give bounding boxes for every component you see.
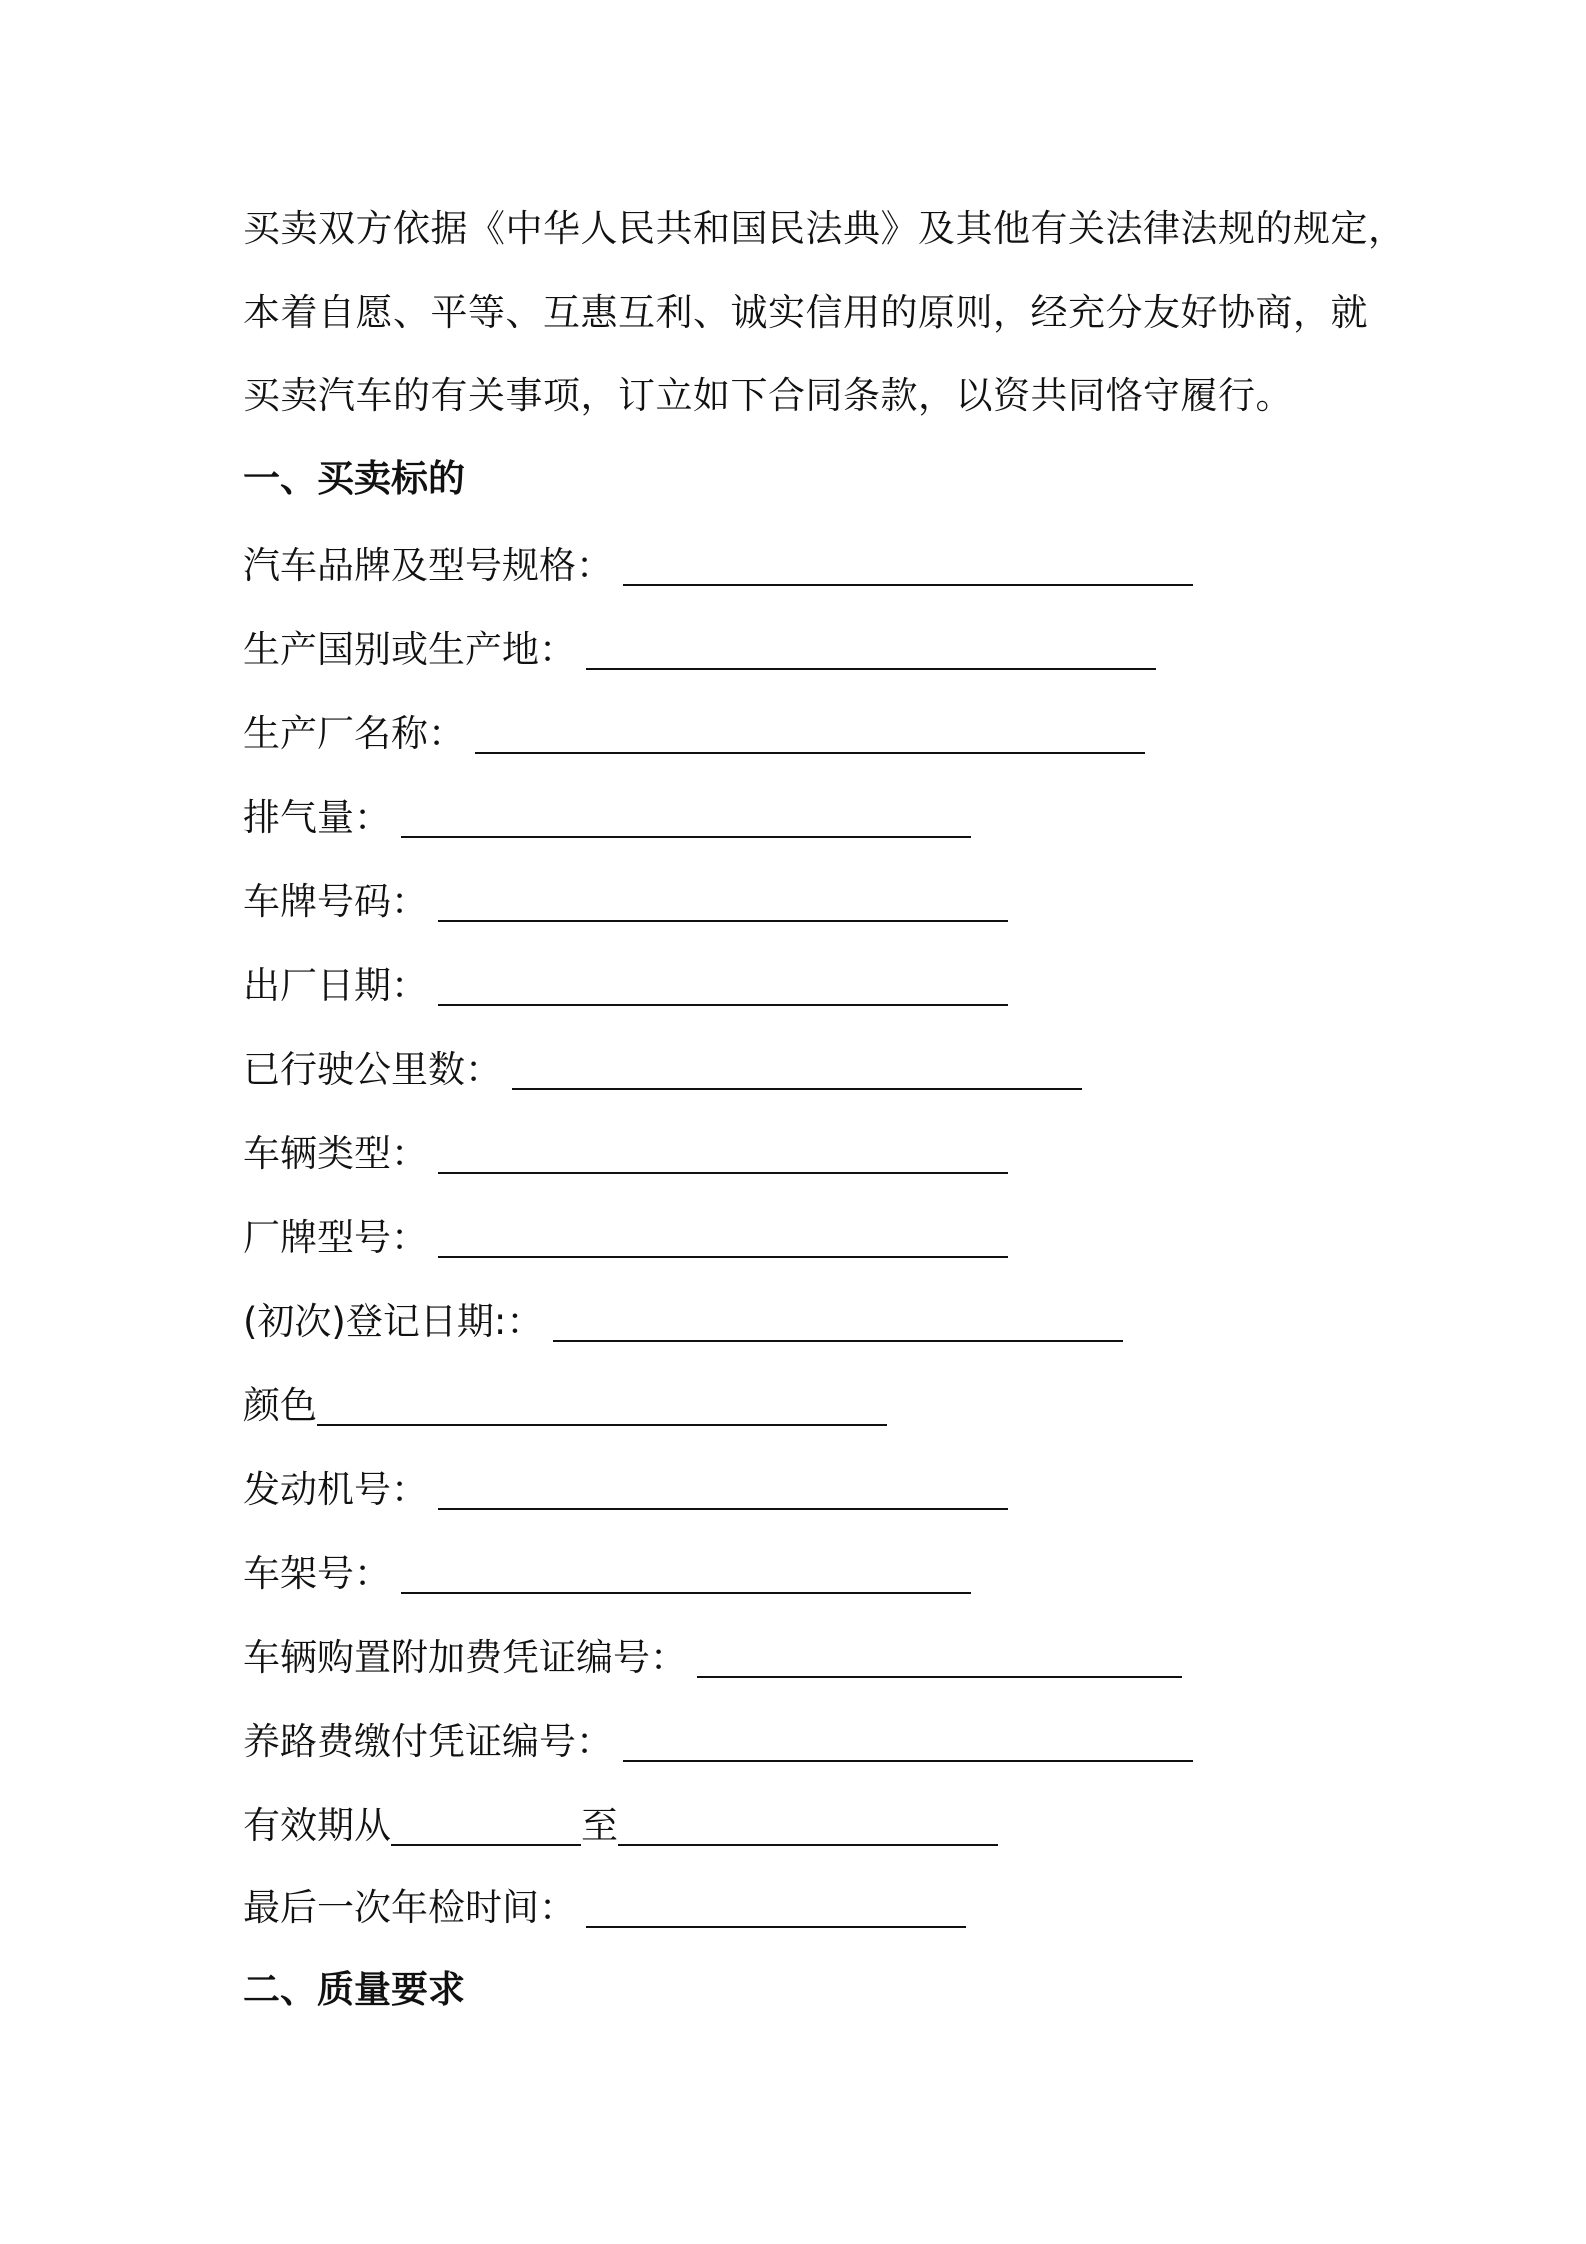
field-color-label: 颜色	[243, 1384, 317, 1427]
field-registration-date-blank[interactable]	[553, 1300, 1123, 1342]
field-frame-number-label: 车架号：	[243, 1552, 391, 1595]
field-purchase-tax-cert-blank[interactable]	[697, 1636, 1182, 1678]
field-frame-number-blank[interactable]	[401, 1552, 971, 1594]
field-validity-from-label: 有效期从	[243, 1804, 391, 1847]
field-mileage-blank[interactable]	[512, 1048, 1082, 1090]
field-road-fee-cert-label: 养路费缴付凭证编号：	[243, 1720, 613, 1763]
field-brand-model-blank[interactable]	[623, 544, 1193, 586]
field-brand-type	[243, 1212, 1008, 1262]
field-plate-number-blank[interactable]	[438, 880, 1008, 922]
field-brand-type-label: 厂牌型号：	[243, 1216, 428, 1259]
field-vehicle-type-label: 车辆类型：	[243, 1132, 428, 1175]
field-last-inspection	[243, 1882, 966, 1932]
field-engine-number-blank[interactable]	[438, 1468, 1008, 1510]
field-color-blank[interactable]	[317, 1384, 887, 1426]
field-road-fee-cert	[243, 1716, 1193, 1766]
field-registration-date	[243, 1296, 1123, 1346]
field-purchase-tax-cert	[243, 1632, 1182, 1682]
field-origin-blank[interactable]	[586, 628, 1156, 670]
field-manufacturer-blank[interactable]	[475, 712, 1145, 754]
section-1-title: 一、买卖标的	[243, 457, 465, 500]
field-mileage-label: 已行驶公里数：	[243, 1048, 502, 1091]
field-frame-number	[243, 1548, 971, 1598]
field-registration-date-label: (初次)登记日期:：	[243, 1300, 544, 1343]
field-plate-number-label: 车牌号码：	[243, 880, 428, 923]
field-last-inspection-label: 最后一次年检时间：	[243, 1886, 576, 1929]
field-manufacturer	[243, 708, 1145, 758]
field-plate-number	[243, 876, 1008, 926]
field-validity-to-blank[interactable]	[618, 1804, 998, 1846]
field-factory-date-label: 出厂日期：	[243, 964, 428, 1007]
field-vehicle-type-blank[interactable]	[438, 1132, 1008, 1174]
field-validity-to-label: 至	[581, 1804, 618, 1847]
field-road-fee-cert-blank[interactable]	[623, 1720, 1193, 1762]
field-displacement	[243, 792, 971, 842]
field-displacement-label: 排气量：	[243, 796, 391, 839]
field-brand-model-label: 汽车品牌及型号规格：	[243, 544, 613, 587]
field-last-inspection-blank[interactable]	[586, 1886, 966, 1928]
field-displacement-blank[interactable]	[401, 796, 971, 838]
field-manufacturer-label: 生产厂名称：	[243, 712, 465, 755]
field-factory-date-blank[interactable]	[438, 964, 1008, 1006]
field-validity-from-blank[interactable]	[391, 1804, 581, 1846]
field-origin-label: 生产国别或生产地：	[243, 628, 576, 671]
field-mileage	[243, 1044, 1082, 1094]
field-engine-number	[243, 1464, 1008, 1514]
field-brand-model	[243, 540, 1193, 590]
section-2-title: 二、质量要求	[243, 1968, 465, 2011]
field-purchase-tax-cert-label: 车辆购置附加费凭证编号：	[243, 1636, 687, 1679]
field-brand-type-blank[interactable]	[438, 1216, 1008, 1258]
intro-line-1: 买卖双方依据《中华人民共和国民法典》及其他有关法律法规的规定，	[243, 207, 1406, 250]
field-engine-number-label: 发动机号：	[243, 1468, 428, 1511]
intro-line-2: 本着自愿、平等、互惠互利、诚实信用的原则，经充分友好协商，就	[243, 291, 1368, 334]
field-validity	[243, 1800, 998, 1850]
intro-line-3: 买卖汽车的有关事项，订立如下合同条款，以资共同恪守履行。	[243, 374, 1293, 417]
field-color	[243, 1380, 887, 1430]
field-origin	[243, 624, 1156, 674]
field-vehicle-type	[243, 1128, 1008, 1178]
field-factory-date	[243, 960, 1008, 1010]
